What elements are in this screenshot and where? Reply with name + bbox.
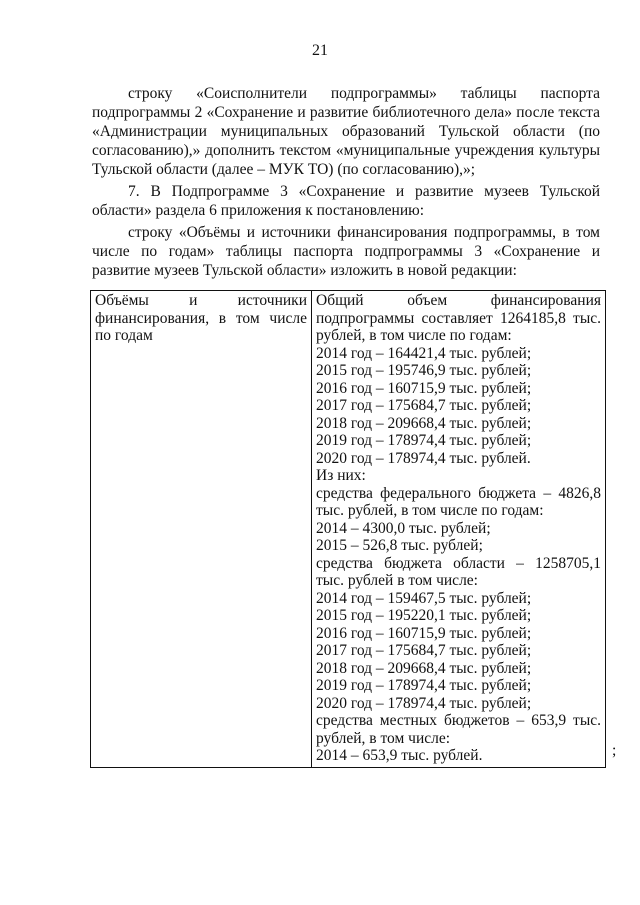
trailing-semicolon: ; <box>612 742 617 759</box>
total-years-list <box>316 345 601 468</box>
year-line: 2016 год – 160715,9 тыс. рублей; <box>316 379 532 397</box>
year-line: 2014 – 4300,0 тыс. рублей; <box>316 519 491 537</box>
year-line: 2020 год – 178974,4 тыс. рублей. <box>316 449 531 467</box>
year-line: 2020 год – 178974,4 тыс. рублей; <box>316 694 532 712</box>
of-them-label: Из них: <box>316 467 366 484</box>
year-line: 2015 год – 195220,1 тыс. рублей; <box>316 607 532 624</box>
year-line: 2015 – 526,8 тыс. рублей; <box>316 537 483 554</box>
total-intro: Общий объем финансирования подпрограммы составляет 1264185,8 тыс. рублей, в том числе по годам: <box>316 292 601 344</box>
page-number: 21 <box>312 42 328 59</box>
paragraph-funding-row: строку «Объёмы и источники финансирования подпрограммы, в том числе по годам» таблицы паспорта подпрограммы 3 «Сохранение и развитие музеев Тульской области» изложить в новой редакции: <box>92 224 600 279</box>
year-line: 2019 год – 178974,4 тыс. рублей; <box>316 432 532 449</box>
year-line: 2015 год – 195746,9 тыс. рублей; <box>316 362 532 379</box>
regional-intro: средства бюджета области – 1258705,1 тыс. рублей в том числе: <box>316 554 601 589</box>
local-years-list <box>316 747 601 765</box>
body-text <box>92 84 600 280</box>
row-label-cell <box>91 291 312 768</box>
paragraph-coexecutors: строку «Соисполнители подпрограммы» таблицы паспорта подпрограммы 2 «Сохранение и развитие библиотечного дела» после текста «Администрации муниципальных образований Тульской области (по согласованию),» дополнить текстом «муниципальные учреждения культуры Тульской области (далее – МУК ТО) (по согласованию),»; <box>92 85 600 178</box>
table-row <box>91 291 606 768</box>
passport-table <box>90 290 606 768</box>
year-line: 2018 год – 209668,4 тыс. рублей; <box>316 659 532 677</box>
local-intro: средства местных бюджетов – 653,9 тыс. рублей, в том числе: <box>316 712 601 747</box>
year-line: 2017 год – 175684,7 тыс. рублей; <box>316 642 532 659</box>
year-line: 2014 год – 159467,5 тыс. рублей; <box>316 589 532 607</box>
year-line: 2018 год – 209668,4 тыс. рублей; <box>316 414 532 432</box>
year-line: 2014 год – 164421,4 тыс. рублей; <box>316 344 532 362</box>
row-label: Объёмы и источники финансирования, в том числе по годам <box>95 292 307 344</box>
federal-years-list <box>316 520 601 555</box>
row-value-cell <box>312 291 606 768</box>
year-line: 2014 – 653,9 тыс. рублей. <box>316 747 483 764</box>
year-line: 2016 год – 160715,9 тыс. рублей; <box>316 624 532 642</box>
year-line: 2017 год – 175684,7 тыс. рублей; <box>316 397 532 414</box>
year-line: 2019 год – 178974,4 тыс. рублей; <box>316 677 532 694</box>
federal-intro: средства федерального бюджета – 4826,8 тыс. рублей, в том числе по годам: <box>316 484 601 519</box>
paragraph-subprogram-3: 7. В Подпрограмме 3 «Сохранение и развитие музеев Тульской области» раздела 6 приложения к постановлению: <box>92 183 600 219</box>
regional-years-list <box>316 590 601 713</box>
